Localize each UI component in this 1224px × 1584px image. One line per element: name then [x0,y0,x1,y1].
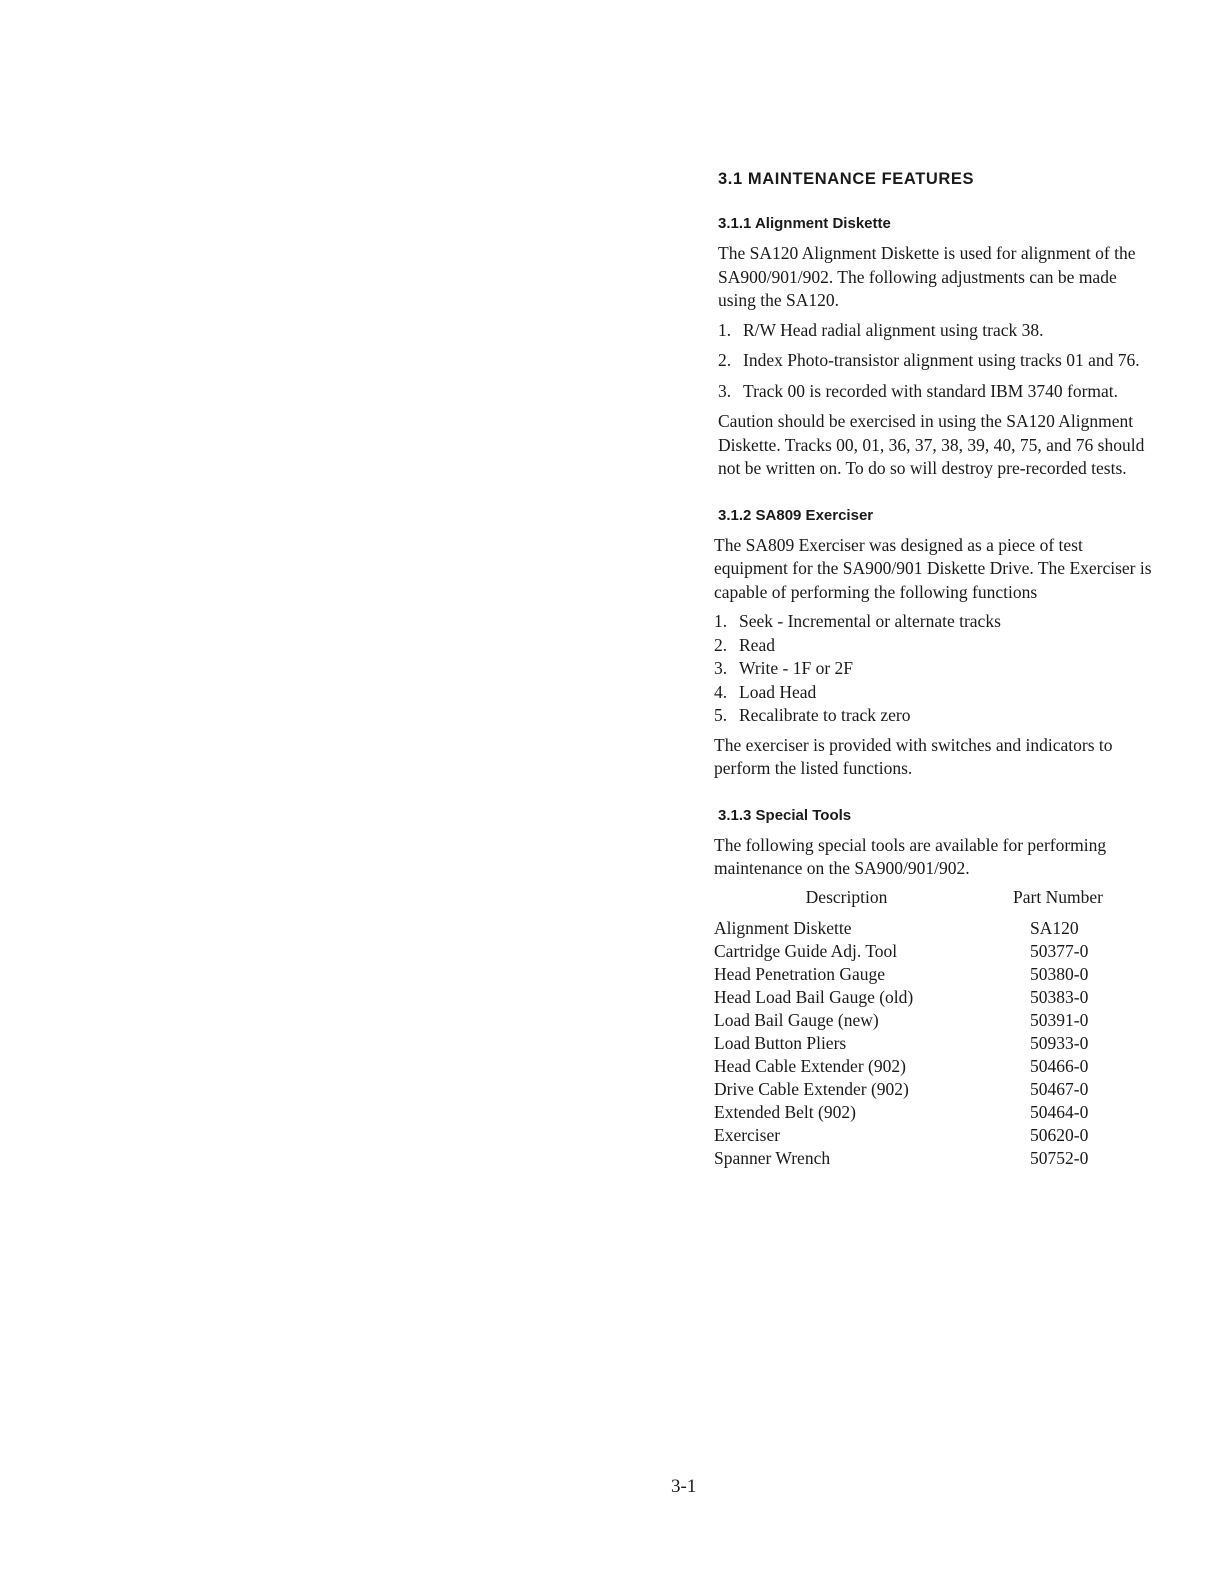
table-row: Alignment Diskette SA120 [714,917,1079,938]
table-row: Load Bail Gauge (new) 50391-0 [714,1009,1089,1030]
table-row: Exerciser 50620-0 [714,1124,1089,1145]
tools-table [714,887,1150,1170]
table-row: Load Button Pliers 50933-0 [714,1032,1089,1053]
alignment-intro: The SA120 Alignment Diskette is used for alignment of the SA900/901/902. The following adjustments can be made using the SA120. [718,243,1136,310]
table-row: Spanner Wrench 50752-0 [714,1147,1089,1168]
list-item: 2. Read [714,634,775,655]
alignment-list [714,319,1154,404]
column-header-description: Description [805,886,888,907]
table-row: Head Cable Extender (902) 50466-0 [714,1055,1089,1076]
content-column [714,170,1154,1170]
exerciser-section [714,507,1154,781]
list-item: 5. Recalibrate to track zero [714,705,911,725]
table-row: Extended Belt (902) 50464-0 [714,1101,1089,1122]
table-row: Drive Cable Extender (902) 50467-0 [714,1078,1089,1099]
column-header-part-number: Part Number [1013,886,1103,907]
exerciser-list [714,610,1154,728]
special-tools-section [714,807,1154,1170]
list-item: 3. Track 00 is recorded with standard IBM 3740 format. [718,380,1119,401]
table-header-row [714,887,1150,917]
alignment-caution: Caution should be exercised in using the SA120 Alignment Diskette. Tracks 00, 01, 36, 37, 38, 39, 40, 75, and 76 should not be written on. To do so will destroy pre-recorded tests. [718,411,1145,478]
alignment-heading: 3.1.1 Alignment Diskette [718,215,891,232]
tools-intro: The following special tools are available for performing maintenance on the SA900/901/902. [714,834,1107,878]
table-row: Head Penetration Gauge 50380-0 [714,963,1089,984]
tools-heading: 3.1.3 Special Tools [718,806,852,824]
section-title: 3.1 MAINTENANCE FEATURES [718,170,975,188]
list-item: 3. Write - 1F or 2F [714,658,854,678]
list-item: 1. Seek - Incremental or alternate tracks [714,611,1001,631]
exerciser-heading: 3.1.2 SA809 Exerciser [718,506,874,524]
exerciser-outro: The exerciser is provided with switches and indicators to perform the listed functions. [714,734,1113,778]
list-item: 2. Index Photo-transistor alignment using tracks 01 and 76. [718,350,1140,370]
table-row: Head Load Bail Gauge (old) 50383-0 [714,986,1089,1007]
table-row: Cartridge Guide Adj. Tool 50377-0 [714,940,1089,961]
exerciser-intro: The SA809 Exerciser was designed as a piece of test equipment for the SA900/901 Diskette Drive. The Exerciser is capable of performing the following functions [714,534,1152,602]
list-item: 4. Load Head [714,681,817,702]
alignment-diskette-section [714,215,1154,481]
page-number: 3-1 [671,1476,697,1497]
list-item: 1. R/W Head radial alignment using track 38. [718,319,1044,340]
